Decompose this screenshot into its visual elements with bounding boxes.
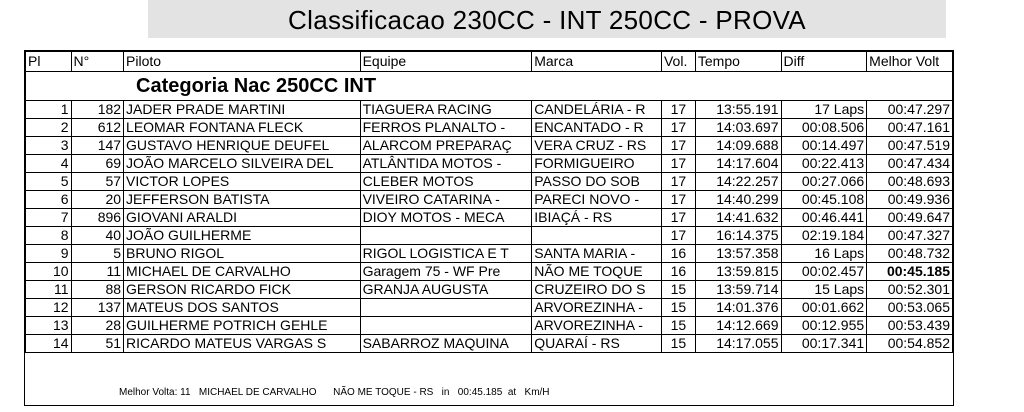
cell-equipe	[360, 227, 532, 245]
cell-diff: 00:12.955	[781, 317, 867, 335]
cell-marca: PARECI NOVO -	[532, 191, 662, 209]
cell-marca: ARVOREZINHA -	[532, 299, 662, 317]
col-tempo-header: Tempo	[695, 52, 781, 72]
cell-piloto: BRUNO RIGOL	[124, 245, 361, 263]
table-row	[26, 209, 953, 227]
cell-diff: 00:46.441	[781, 209, 867, 227]
cell-num: 182	[71, 101, 124, 119]
cell-piloto: GUILHERME POTRICH GEHLE	[124, 317, 361, 335]
cell-num: 57	[71, 173, 124, 191]
cell-piloto: RICARDO MATEUS VARGAS S	[124, 335, 361, 353]
cell-pl: 2	[26, 119, 72, 137]
cell-melhor: 00:48.693	[867, 173, 953, 191]
cell-equipe: DIOY MOTOS - MECA	[360, 209, 532, 227]
col-vol-header: Vol.	[661, 52, 695, 72]
cell-vol: 17	[661, 155, 695, 173]
cell-tempo: 13:57.358	[695, 245, 781, 263]
cell-tempo: 16:14.375	[695, 227, 781, 245]
cell-num: 69	[71, 155, 124, 173]
cell-equipe: ALARCOM PREPARAÇ	[360, 137, 532, 155]
cell-marca: ARVOREZINHA -	[532, 317, 662, 335]
cell-melhor: 00:49.936	[867, 191, 953, 209]
cell-diff: 17 Laps	[781, 101, 867, 119]
cell-diff: 00:02.457	[781, 263, 867, 281]
cell-num: 11	[71, 263, 124, 281]
cell-diff: 02:19.184	[781, 227, 867, 245]
cell-pl: 6	[26, 191, 72, 209]
cell-piloto: GERSON RICARDO FICK	[124, 281, 361, 299]
cell-num: 51	[71, 335, 124, 353]
cell-tempo: 14:41.632	[695, 209, 781, 227]
cell-tempo: 14:40.299	[695, 191, 781, 209]
cell-pl: 10	[26, 263, 72, 281]
col-pl-header: Pl	[26, 52, 72, 72]
cell-melhor: 00:45.185	[867, 263, 953, 281]
cell-marca: CANDELÁRIA - R	[532, 101, 662, 119]
cell-diff: 00:27.066	[781, 173, 867, 191]
cell-equipe	[360, 299, 532, 317]
cell-marca: SANTA MARIA -	[532, 245, 662, 263]
cell-tempo: 14:01.376	[695, 299, 781, 317]
cell-melhor: 00:49.647	[867, 209, 953, 227]
cell-pl: 14	[26, 335, 72, 353]
cell-diff: 00:17.341	[781, 335, 867, 353]
cell-vol: 15	[661, 317, 695, 335]
cell-equipe: Garagem 75 - WF Pre	[360, 263, 532, 281]
cell-vol: 15	[661, 335, 695, 353]
cell-equipe: SABARROZ MAQUINA	[360, 335, 532, 353]
col-equipe-header: Equipe	[360, 52, 532, 72]
cell-diff: 00:08.506	[781, 119, 867, 137]
cell-tempo: 14:17.055	[695, 335, 781, 353]
cell-pl: 8	[26, 227, 72, 245]
cell-tempo: 13:55.191	[695, 101, 781, 119]
table-row	[26, 137, 953, 155]
cell-num: 28	[71, 317, 124, 335]
cell-num: 612	[71, 119, 124, 137]
cell-melhor: 00:52.301	[867, 281, 953, 299]
cell-marca: CRUZEIRO DO S	[532, 281, 662, 299]
cell-num: 40	[71, 227, 124, 245]
cell-pl: 5	[26, 173, 72, 191]
cell-num: 88	[71, 281, 124, 299]
table-row	[26, 155, 953, 173]
cell-diff: 16 Laps	[781, 245, 867, 263]
cell-vol: 17	[661, 191, 695, 209]
cell-melhor: 00:54.852	[867, 335, 953, 353]
cell-pl: 13	[26, 317, 72, 335]
cell-pl: 3	[26, 137, 72, 155]
cell-melhor: 00:53.439	[867, 317, 953, 335]
cell-num: 5	[71, 245, 124, 263]
cell-equipe: GRANJA AUGUSTA	[360, 281, 532, 299]
table-row	[26, 227, 953, 245]
cell-vol: 15	[661, 299, 695, 317]
cell-tempo: 13:59.815	[695, 263, 781, 281]
table-row	[26, 245, 953, 263]
table-row	[26, 263, 953, 281]
cell-marca: ENCANTADO - R	[532, 119, 662, 137]
cell-vol: 17	[661, 101, 695, 119]
cell-melhor: 00:47.161	[867, 119, 953, 137]
cell-pl: 9	[26, 245, 72, 263]
cell-melhor: 00:48.732	[867, 245, 953, 263]
cell-tempo: 14:12.669	[695, 317, 781, 335]
cell-pl: 1	[26, 101, 72, 119]
cell-diff: 00:45.108	[781, 191, 867, 209]
page-title: Classificacao 230CC - INT 250CC - PROVA	[148, 0, 946, 38]
cell-diff: 15 Laps	[781, 281, 867, 299]
results-table	[25, 51, 953, 353]
col-piloto-header: Piloto	[124, 52, 361, 72]
cell-melhor: 00:47.434	[867, 155, 953, 173]
table-row	[26, 101, 953, 119]
cell-tempo: 14:22.257	[695, 173, 781, 191]
cell-vol: 15	[661, 281, 695, 299]
cell-marca: VERA CRUZ - RS	[532, 137, 662, 155]
cell-tempo: 14:09.688	[695, 137, 781, 155]
category-title: Categoria Nac 250CC INT	[26, 72, 953, 101]
cell-equipe: TIAGUERA RACING	[360, 101, 532, 119]
col-diff-header: Diff	[781, 52, 867, 72]
table-row	[26, 281, 953, 299]
table-row	[26, 299, 953, 317]
cell-num: 896	[71, 209, 124, 227]
cell-equipe: RIGOL LOGISTICA E T	[360, 245, 532, 263]
cell-melhor: 00:47.327	[867, 227, 953, 245]
cell-vol: 17	[661, 137, 695, 155]
cell-diff: 00:14.497	[781, 137, 867, 155]
cell-marca	[532, 227, 662, 245]
cell-tempo: 14:17.604	[695, 155, 781, 173]
cell-vol: 17	[661, 227, 695, 245]
cell-tempo: 13:59.714	[695, 281, 781, 299]
cell-pl: 12	[26, 299, 72, 317]
table-row	[26, 119, 953, 137]
cell-marca: IBIAÇÁ - RS	[532, 209, 662, 227]
cell-melhor: 00:47.519	[867, 137, 953, 155]
best-lap-footer: Melhor Volta: 11 MICHAEL DE CARVALHO NÃO ME TOQUE - RS in 00:45.185 at Km/H	[119, 387, 550, 398]
table-row	[26, 317, 953, 335]
cell-diff: 00:22.413	[781, 155, 867, 173]
cell-marca: PASSO DO SOB	[532, 173, 662, 191]
cell-vol: 17	[661, 209, 695, 227]
cell-melhor: 00:53.065	[867, 299, 953, 317]
cell-equipe	[360, 317, 532, 335]
cell-piloto: MICHAEL DE CARVALHO	[124, 263, 361, 281]
cell-equipe: VIVEIRO CATARINA -	[360, 191, 532, 209]
cell-num: 147	[71, 137, 124, 155]
cell-piloto: VICTOR LOPES	[124, 173, 361, 191]
cell-diff: 00:01.662	[781, 299, 867, 317]
category-row	[26, 72, 953, 101]
cell-marca: QUARAÍ - RS	[532, 335, 662, 353]
cell-tempo: 14:03.697	[695, 119, 781, 137]
table-row	[26, 173, 953, 191]
cell-num: 137	[71, 299, 124, 317]
cell-piloto: GUSTAVO HENRIQUE DEUFEL	[124, 137, 361, 155]
cell-piloto: LEOMAR FONTANA FLECK	[124, 119, 361, 137]
cell-equipe: CLEBER MOTOS	[360, 173, 532, 191]
cell-marca: FORMIGUEIRO	[532, 155, 662, 173]
cell-piloto: MATEUS DOS SANTOS	[124, 299, 361, 317]
cell-vol: 16	[661, 263, 695, 281]
cell-vol: 17	[661, 173, 695, 191]
table-row	[26, 335, 953, 353]
cell-piloto: GIOVANI ARALDI	[124, 209, 361, 227]
col-marca-header: Marca	[532, 52, 662, 72]
cell-piloto: JOÃO GUILHERME	[124, 227, 361, 245]
cell-pl: 11	[26, 281, 72, 299]
cell-num: 20	[71, 191, 124, 209]
cell-piloto: JADER PRADE MARTINI	[124, 101, 361, 119]
cell-piloto: JEFFERSON BATISTA	[124, 191, 361, 209]
cell-equipe: ATLÂNTIDA MOTOS -	[360, 155, 532, 173]
cell-pl: 7	[26, 209, 72, 227]
table-row	[26, 191, 953, 209]
results-frame	[24, 50, 954, 406]
cell-pl: 4	[26, 155, 72, 173]
cell-melhor: 00:47.297	[867, 101, 953, 119]
cell-equipe: FERROS PLANALTO -	[360, 119, 532, 137]
cell-vol: 16	[661, 245, 695, 263]
cell-vol: 17	[661, 119, 695, 137]
col-number-header: N°	[71, 52, 124, 72]
cell-marca: NÃO ME TOQUE	[532, 263, 662, 281]
cell-piloto: JOÃO MARCELO SILVEIRA DEL	[124, 155, 361, 173]
header-row	[26, 52, 953, 72]
col-melhor-volta-header: Melhor Volt	[867, 52, 953, 72]
